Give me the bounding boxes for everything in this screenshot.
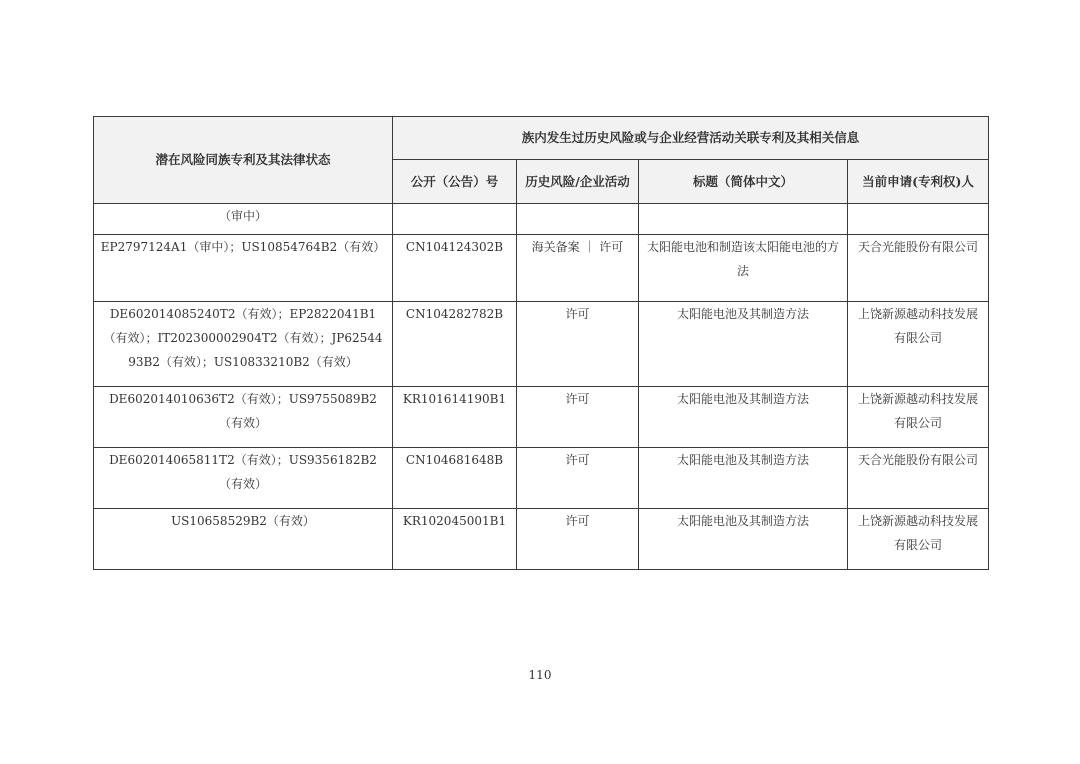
table-row: [94, 448, 989, 509]
applicant-cell: [848, 204, 989, 235]
family-status-cell: DE602014010636T2（有效）；US9755089B2（有效）: [94, 387, 393, 448]
title-cell: 太阳能电池及其制造方法: [639, 387, 848, 448]
applicant-cell: 天合光能股份有限公司: [848, 448, 989, 509]
family-status-cell: DE602014085240T2（有效）；EP2822041B1（有效）；IT202300002904T2（有效）；JP6254493B2（有效）；US10833210B2（有效）: [94, 302, 393, 387]
publication-number-cell: CN104282782B: [393, 302, 517, 387]
applicant-cell: 上饶新源越动科技发展有限公司: [848, 302, 989, 387]
header-title: 标题（简体中文）: [639, 160, 848, 204]
applicant-cell: 天合光能股份有限公司: [848, 235, 989, 302]
title-cell: [639, 204, 848, 235]
family-status-cell: DE602014065811T2（有效）；US9356182B2（有效）: [94, 448, 393, 509]
risk-activity-cell: 许可: [517, 448, 639, 509]
risk-activity-cell: 许可: [517, 387, 639, 448]
publication-number-cell: [393, 204, 517, 235]
title-cell: 太阳能电池及其制造方法: [639, 302, 848, 387]
publication-number-cell: CN104681648B: [393, 448, 517, 509]
applicant-cell: 上饶新源越动科技发展有限公司: [848, 387, 989, 448]
header-related-patents: 族内发生过历史风险或与企业经营活动关联专利及其相关信息: [393, 117, 989, 160]
header-publication-number: 公开（公告）号: [393, 160, 517, 204]
table-row: [94, 387, 989, 448]
table-row: [94, 509, 989, 570]
family-status-cell: EP2797124A1（审中）；US10854764B2（有效）: [94, 235, 393, 302]
publication-number-cell: CN104124302B: [393, 235, 517, 302]
header-applicant: 当前申请(专利权)人: [848, 160, 989, 204]
header-risk-activity: 历史风险/企业活动: [517, 160, 639, 204]
publication-number-cell: KR102045001B1: [393, 509, 517, 570]
patent-family-table: [93, 116, 989, 570]
risk-activity-cell: 海关备案 ｜ 许可: [517, 235, 639, 302]
table-row: [94, 204, 989, 235]
table-row: [94, 302, 989, 387]
risk-activity-cell: [517, 204, 639, 235]
header-family-status: 潜在风险同族专利及其法律状态: [94, 117, 393, 204]
title-cell: 太阳能电池及其制造方法: [639, 448, 848, 509]
table-row: [94, 235, 989, 302]
family-status-cell: （审中）: [94, 204, 393, 235]
family-status-cell: US10658529B2（有效）: [94, 509, 393, 570]
risk-activity-cell: 许可: [517, 302, 639, 387]
title-cell: 太阳能电池和制造该太阳能电池的方法: [639, 235, 848, 302]
applicant-cell: 上饶新源越动科技发展有限公司: [848, 509, 989, 570]
title-cell: 太阳能电池及其制造方法: [639, 509, 848, 570]
risk-activity-cell: 许可: [517, 509, 639, 570]
page-number: 110: [528, 668, 552, 682]
publication-number-cell: KR101614190B1: [393, 387, 517, 448]
